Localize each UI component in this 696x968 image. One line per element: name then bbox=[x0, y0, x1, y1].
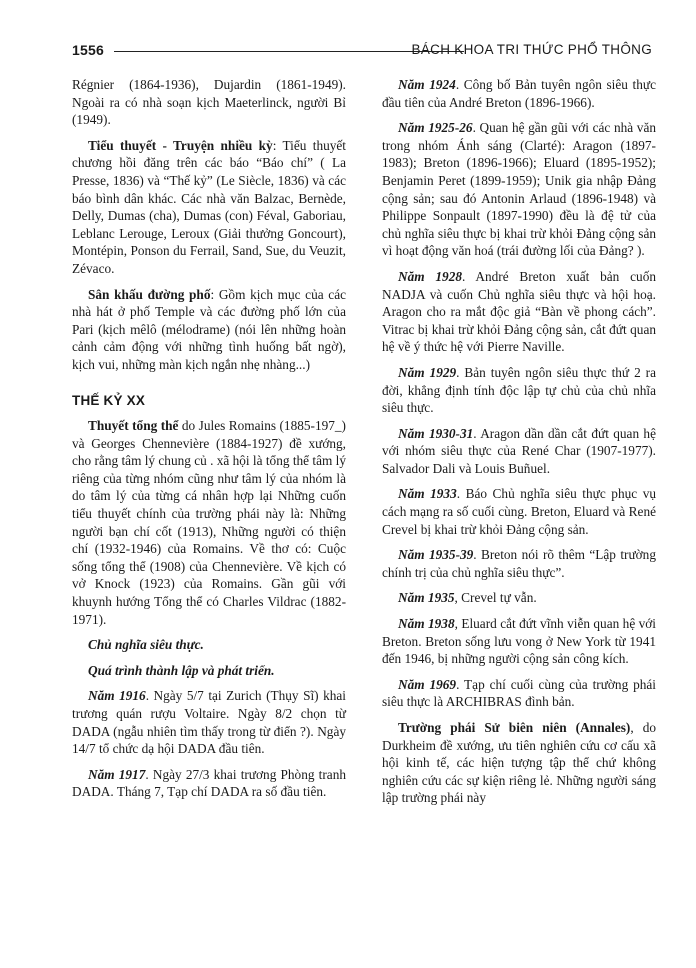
term: Sân khấu đường phố bbox=[88, 286, 211, 302]
page-number: 1556 bbox=[72, 42, 104, 58]
section-heading: THẾ KỶ XX bbox=[72, 392, 146, 408]
running-title: BÁCH KHOA TRI THỨC PHỔ THÔNG bbox=[411, 42, 652, 57]
paragraph bbox=[382, 119, 656, 260]
paragraph-text: . Ngày 27/3 khai trương Phòng tranh DADA. Tháng 7, Tạp chí DADA ra số đầu tiên. bbox=[72, 766, 346, 800]
paragraph-text: . Công bố Bản tuyên ngôn siêu thực đầu tiên của André Breton (1896-1966). bbox=[382, 77, 656, 110]
paragraph bbox=[382, 268, 656, 356]
year-label: Năm 1924 bbox=[398, 77, 456, 92]
paragraph bbox=[72, 687, 346, 757]
paragraph-text: . Báo Chủ nghĩa siêu thực phục vụ cách mạng ra số cuối cùng. Breton, Eluard và René Crevel bị khai trừ khỏi Đảng cộng sản. bbox=[382, 486, 656, 537]
paragraph-text: . Breton nói rõ thêm “Lập trường chính trị của chủ nghĩa siêu thực”. bbox=[382, 547, 656, 580]
paragraph-text: . Tạp chí cuối cùng của trường phái siêu thực là ARCHIBRAS đình bản. bbox=[382, 676, 657, 710]
paragraph bbox=[382, 425, 656, 478]
year-label: Năm 1917 bbox=[88, 766, 146, 782]
year-label: Năm 1935-39 bbox=[398, 547, 474, 563]
paragraph bbox=[382, 719, 656, 807]
paragraph bbox=[382, 364, 656, 417]
paragraph-text: : Tiểu thuyết chương hồi đăng trên các báo “Báo chí” ( La Presse, 1836) và “Thế kỷ” (Le Siècle, 1836) và các báo bình dân khác. Các nhà văn Balzac, Bernède, Delly, Dumas (cha), Dumas (con) Féval, Gaboriau, Leblanc Lerouge, Leroux (Giải thưởng Goncourt), Montépin, Ponson du Ferrail, Sand, Sue, du Veuzit, Zévaco. bbox=[72, 137, 346, 276]
paragraph-text: , Eluard cắt đứt vĩnh viễn quan hệ với Breton. Breton sống lưu vong ở New York từ 1941 đến 1946, bị những người cộng sản công kích. bbox=[382, 616, 657, 667]
year-label: Năm 1938 bbox=[398, 616, 455, 632]
paragraph bbox=[382, 485, 656, 538]
paragraph bbox=[72, 766, 346, 801]
paragraph-text: . Bản tuyên ngôn siêu thực thứ 2 ra đời, khẳng định tính độc lập tự chủ của chủ nhĩa siêu thực. bbox=[382, 364, 656, 416]
term: Trường phái Sử biên niên (Annales) bbox=[398, 720, 631, 735]
term: Thuyết tổng thể bbox=[88, 418, 179, 434]
paragraph bbox=[72, 662, 346, 680]
paragraph bbox=[72, 286, 346, 374]
paragraph-text: . Aragon dần dần cắt đứt quan hệ với nhóm siêu thực của René Char (1907-1977). Salvador Dali và Louis Buñuel. bbox=[382, 425, 656, 476]
subheading: Quá trình thành lập và phát triển. bbox=[88, 662, 275, 678]
paragraph bbox=[382, 676, 656, 711]
year-label: Năm 1933 bbox=[398, 486, 457, 502]
year-label: Năm 1916 bbox=[88, 688, 146, 704]
paragraph bbox=[72, 137, 346, 278]
paragraph: Régnier (1864-1936), Dujardin (1861-1949). Ngoài ra có nhà soạn kịch Maeterlinck, người Bỉ (1949). bbox=[72, 77, 346, 128]
paragraph bbox=[72, 636, 346, 654]
year-label: Năm 1930-31 bbox=[398, 425, 474, 441]
paragraph-text: . André Breton xuất bản cuốn NADJA và cuốn Chủ nghĩa siêu thực và hội hoạ. Aragon cho ra mắt độc giả “Bàn về phong cách”. Vitrac bị khai trừ khỏi Đảng cộng sản, cắt đứt quan hệ về ý thức hệ với Pierre Naville. bbox=[382, 268, 656, 355]
paragraph bbox=[382, 615, 656, 668]
subheading: Chủ nghĩa siêu thực. bbox=[88, 637, 204, 653]
paragraph-text: : Gồm kịch mục của các nhà hát ở phố Temple và các đường phố lớn của Pari (kịch mêlô (mélodrame) (nói lên những hoàn cảnh cảm động với những tình huống bất ngờ), kịch vui, những màn kịch ngắn nhẹ nhàng...) bbox=[72, 286, 346, 372]
left-column bbox=[72, 76, 346, 809]
year-label: Năm 1929 bbox=[398, 364, 457, 380]
paragraph bbox=[72, 417, 346, 628]
paragraph bbox=[382, 546, 656, 581]
year-label: Năm 1928 bbox=[398, 268, 462, 284]
paragraph-text: do Jules Romains (1885-197_) và Georges Chennevière (1884-1927) đề xướng, cho rằng tâm lý chung củ . xã hội là tổng thể tâm lý riêng của từng nhóm cũng như tâm lý của nhóm là do tâm lý của từng cá nhân hợp lại Những cuốn tiểu thuyết chính của trường phái này là: Những người bạn chí cốt (1913), Những người có thiện chí (1932-1946) của Romains. Về thơ có: Cuộc sống tổng thể (1908) của Chennevière. Về kịch có vở Knock (1923) của Romains. Gần gũi với khuynh hướng Tổng thể có Charles Vildrac (1882-1971). bbox=[72, 418, 346, 627]
right-column bbox=[382, 76, 656, 815]
paragraph bbox=[382, 589, 656, 607]
year-label: Năm 1969 bbox=[398, 676, 457, 692]
paragraph bbox=[382, 76, 656, 111]
paragraph-text: , do Durkheim đề xướng, ưu tiên nghiên cứu cơ cấu xã hội kinh tế, các hiện tượng tập thể chứ không nghiên cứu các sự kiện riêng lẻ. Những người sáng lập trường phái này bbox=[382, 720, 656, 806]
year-label: Năm 1935 bbox=[398, 590, 455, 606]
term: Tiểu thuyết - Truyện nhiều kỳ bbox=[88, 137, 273, 153]
paragraph-text: . Quan hệ gần gũi với các nhà văn trong nhóm Ánh sáng (Clarté): Aragon (1897-1983); Breton (1896-1966); Eluard (1895-1952); Benjamin Peret (1899-1959); Unik gia nhập Đảng cộng sản; sau đó Antonin Arlaud (1896-1948) và Philippe Sonpault (1897-1990) đều là đệ tử của chủ nghĩa siêu thực bị khai trừ khỏi Đảng cộng sản vì hoạt động văn hoá (trái đường lối của Đảng? ). bbox=[382, 120, 656, 259]
year-label: Năm 1925-26 bbox=[398, 120, 473, 136]
paragraph-text: , Crevel tự vẫn. bbox=[454, 590, 537, 606]
paragraph-text: . Ngày 5/7 tại Zurich (Thụy Sĩ) khai trương quán rượu Voltaire. Ngày 8/2 chọn từ DADA (ngẫu nhiên tìm thấy trong từ điển ?). Ngày 14/7 tổ chức dạ hội DADA đầu tiên. bbox=[72, 688, 347, 757]
page-header bbox=[72, 40, 652, 64]
